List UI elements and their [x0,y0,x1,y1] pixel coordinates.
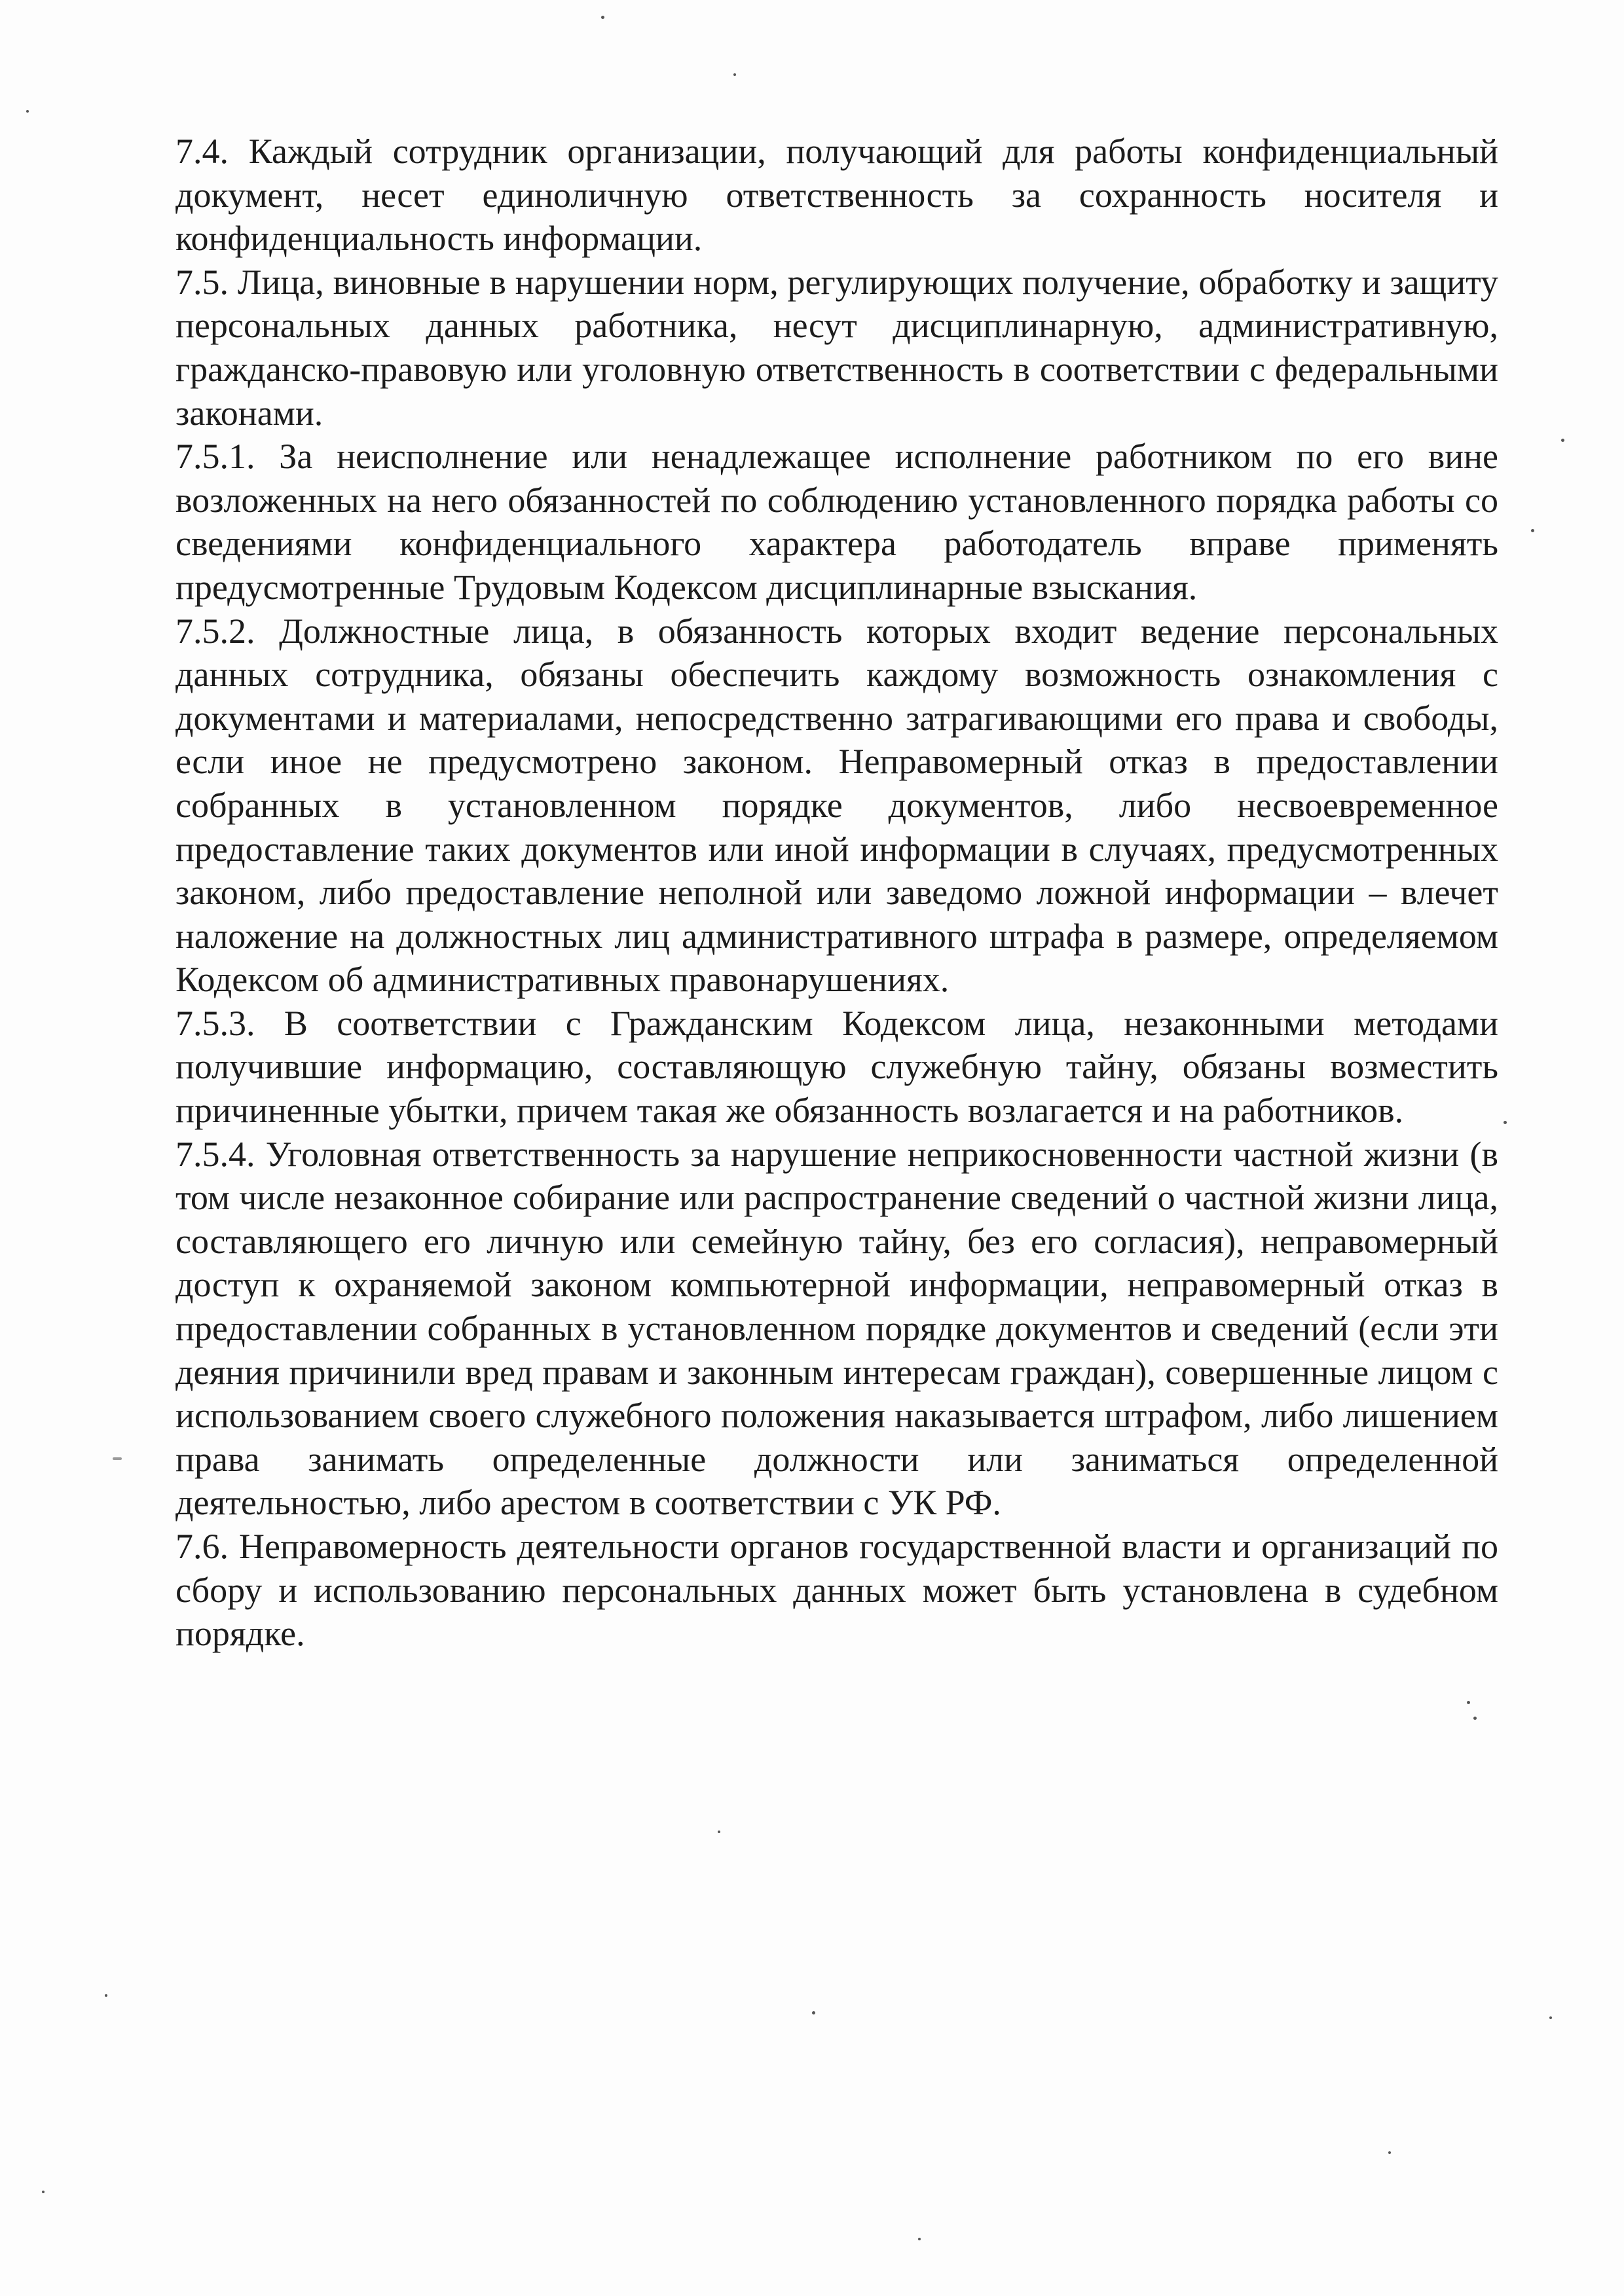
scan-speck [113,1457,122,1460]
paragraph-number: 7.6. [175,1527,229,1566]
paragraph-7-5 [175,261,1498,435]
scan-speck [601,16,604,19]
scan-speck [1473,1717,1477,1720]
paragraph-text: Уголовная ответственность за нарушение неприкосновенности частной жизни (в том числе незаконное собирание или распространение сведений о частной жизни лица, составляющего его личную или семейную тайну, без его согласия), неправомерный доступ к охраняемой законом компьютерной информации, неправомерный отказ в предоставлении собранных в установленном порядке документов и сведений (если эти деяния причинили вред правам и законным интересам граждан), совершенные лицом с использованием своего служебного положения наказывается штрафом, либо лишением права занимать определенные должности или заниматься определенной деятельностью, либо арестом в соответствии с УК РФ. [175,1134,1498,1523]
paragraph-number: 7.5.4. [175,1134,255,1174]
scan-speck [812,2011,815,2014]
paragraph-7-5-4 [175,1133,1498,1525]
paragraph-text: Неправомерность деятельности органов государственной власти и организаций по сбору и использованию персональных данных может быть установлена в судебном порядке. [175,1527,1498,1654]
paragraph-text: В соответствии с Гражданским Кодексом лица, незаконными методами получившие информацию, составляющую служебную тайну, обязаны возместить причиненные убытки, причем такая же обязанность возлагается и на работников. [175,1003,1498,1131]
paragraph-7-4 [175,130,1498,261]
paragraph-number: 7.5.2. [175,611,255,651]
paragraph-number: 7.4. [175,132,229,171]
scan-speck [733,73,736,76]
paragraph-text: Каждый сотрудник организации, получающий для работы конфиденциальный документ, несет единоличную ответственность за сохранность носителя и конфиденциальность информации. [175,132,1499,259]
paragraph-number: 7.5. [175,262,229,302]
paragraph-7-5-3 [175,1002,1498,1133]
paragraph-number: 7.5.1. [175,437,255,477]
paragraph-text: За неисполнение или ненадлежащее исполнение работником по его вине возложенных на него обязанностей по соблюдению установленного порядка работы со сведениями конфиденциального характера работодатель вправе применять предусмотренные Трудовым Кодексом дисциплинарные взыскания. [175,437,1498,607]
scan-speck [718,1831,720,1833]
paragraph-text: Лица, виновные в нарушении норм, регулирующих получение, обработку и защиту персональных данных работника, несут дисциплинарную, административную, гражданско-правовую или уголовную ответственность в соответствии с федеральными законами. [175,262,1499,433]
scan-speck [918,2238,921,2240]
paragraph-number: 7.5.3. [175,1003,255,1043]
scan-speck [1504,1121,1507,1124]
scan-speck [42,2191,45,2193]
scan-speck [1549,2016,1552,2019]
paragraph-7-5-2 [175,610,1498,1002]
document-body [175,130,1498,1656]
scan-speck [1531,529,1534,532]
paragraph-7-5-1 [175,435,1498,609]
paragraph-7-6 [175,1525,1498,1656]
scan-speck [1561,439,1564,442]
paragraph-text: Должностные лица, в обязанность которых входит ведение персональных данных сотрудника, обязаны обеспечить каждому возможность ознакомления с документами и материалами, непосредственно затрагивающими его права и свободы, если иное не предусмотрено законом. Неправомерный отказ в предоставлении собранных в установленном порядке документов, либо несвоевременное предоставление таких документов или иной информации в случаях, предусмотренных законом, либо предоставление неполной или заведомо ложной информации – влечет наложение на должностных лиц административного штрафа в размере, определяемом Кодексом об административных правонарушениях. [175,611,1498,1000]
scan-speck [1467,1701,1470,1704]
scan-speck [1388,2151,1391,2154]
scan-speck [105,1994,107,1997]
scan-speck [26,110,29,113]
